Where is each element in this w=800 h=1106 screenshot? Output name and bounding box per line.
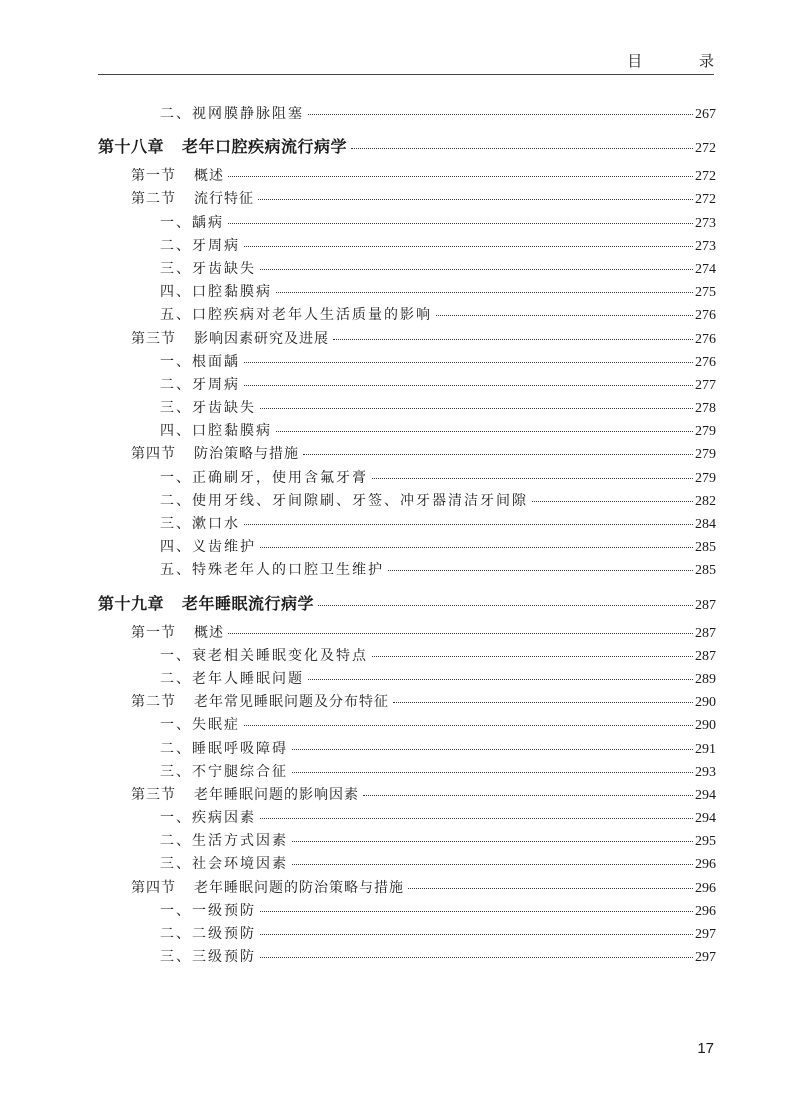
entry-title: 一、根面龋	[160, 353, 240, 370]
entry-title: 二、使用牙线、牙间隙刷、牙签、冲牙器清洁牙间隙	[160, 492, 528, 509]
section-number: 第四节	[131, 446, 176, 463]
entry-title: 一、衰老相关睡眠变化及特点	[160, 647, 368, 664]
entry-title: 三、社会环境因素	[160, 856, 288, 873]
entry-title: 三、三级预防	[160, 949, 256, 966]
dot-leader	[436, 315, 693, 316]
entry-title: 三、不宁腿综合征	[160, 763, 288, 780]
entry-page-number: 296	[695, 903, 716, 919]
entry-page-number: 296	[695, 857, 716, 873]
toc-entry-chapter[interactable]	[98, 591, 716, 615]
entry-title: 防治策略与措施	[194, 446, 299, 463]
toc-entry-sub[interactable]	[98, 807, 716, 830]
toc-entry-section[interactable]	[98, 188, 716, 211]
toc-entry-sub[interactable]	[98, 714, 716, 737]
toc-entry-sub[interactable]	[98, 946, 716, 969]
entry-title: 老年睡眠问题的影响因素	[194, 786, 359, 803]
table-of-contents	[98, 103, 716, 969]
dot-leader	[228, 633, 693, 634]
toc-entry-section[interactable]	[98, 328, 716, 351]
entry-page-number: 275	[695, 285, 716, 301]
toc-entry-sub[interactable]	[98, 645, 716, 668]
entry-page-number: 272	[695, 141, 716, 157]
entry-page-number: 285	[695, 540, 716, 556]
toc-entry-section[interactable]	[98, 165, 716, 188]
entry-title: 流行特征	[194, 191, 254, 208]
dot-leader	[292, 841, 693, 842]
entry-page-number: 278	[695, 401, 716, 417]
dot-leader	[318, 605, 693, 606]
toc-entry-sub[interactable]	[98, 258, 716, 281]
chapter-number: 第十九章	[98, 593, 165, 613]
entry-page-number: 293	[695, 764, 716, 780]
entry-title: 影响因素研究及进展	[194, 330, 329, 347]
entry-title: 概述	[194, 168, 224, 185]
dot-leader	[292, 864, 693, 865]
toc-entry-sub[interactable]	[98, 212, 716, 235]
toc-entry-sub[interactable]	[98, 304, 716, 327]
section-number: 第三节	[131, 786, 176, 803]
toc-entry-sub[interactable]	[98, 467, 716, 490]
entry-page-number: 276	[695, 308, 716, 324]
dot-leader	[333, 339, 693, 340]
entry-title: 二、视网膜静脉阻塞	[160, 106, 304, 122]
toc-entry-sub[interactable]	[98, 420, 716, 443]
section-number: 第二节	[131, 191, 176, 208]
toc-entry-sub[interactable]	[98, 235, 716, 258]
dot-leader	[244, 725, 693, 726]
toc-entry-sub[interactable]	[98, 559, 716, 582]
entry-page-number: 287	[695, 625, 716, 641]
dot-leader	[244, 385, 693, 386]
dot-leader	[228, 223, 693, 224]
entry-page-number: 279	[695, 447, 716, 463]
section-number: 第一节	[131, 168, 176, 185]
page-number: 17	[697, 1040, 714, 1057]
entry-title: 四、义齿维护	[160, 539, 256, 556]
toc-entry-section[interactable]	[98, 691, 716, 714]
entry-page-number: 279	[695, 424, 716, 440]
entry-page-number: 290	[695, 695, 716, 711]
entry-title: 二、睡眠呼吸障碍	[160, 740, 288, 757]
entry-title: 一、龋病	[160, 214, 224, 231]
entry-title: 老年睡眠问题的防治策略与措施	[194, 879, 404, 896]
entry-title: 一、失眠症	[160, 717, 240, 734]
dot-leader	[408, 888, 693, 889]
toc-entry-sub[interactable]	[98, 397, 716, 420]
toc-entry-sub[interactable]	[98, 761, 716, 784]
entry-title: 五、口腔疾病对老年人生活质量的影响	[160, 307, 432, 324]
page-header-title: 目 录	[627, 52, 740, 70]
header-rule	[98, 74, 714, 75]
entry-title: 四、口腔黏膜病	[160, 284, 272, 301]
entry-title: 一、一级预防	[160, 902, 256, 919]
dot-leader	[532, 501, 693, 502]
dot-leader	[372, 478, 693, 479]
entry-title: 四、口腔黏膜病	[160, 423, 272, 440]
dot-leader	[308, 679, 693, 680]
dot-leader	[244, 246, 693, 247]
entry-title: 三、牙齿缺失	[160, 400, 256, 417]
toc-entry-sub[interactable]	[98, 738, 716, 761]
dot-leader	[388, 570, 693, 571]
entry-title: 老年常见睡眠问题及分布特征	[194, 694, 389, 711]
entry-page-number: 272	[695, 169, 716, 185]
dot-leader	[292, 772, 693, 773]
entry-page-number: 295	[695, 834, 716, 850]
dot-leader	[292, 749, 693, 750]
section-number: 第四节	[131, 879, 176, 896]
entry-page-number: 294	[695, 811, 716, 827]
toc-entry-sub[interactable]	[98, 351, 716, 374]
toc-entry-sub[interactable]	[98, 281, 716, 304]
dot-leader	[303, 454, 693, 455]
entry-page-number: 287	[695, 597, 716, 613]
entry-page-number: 297	[695, 927, 716, 942]
entry-page-number: 272	[695, 192, 716, 208]
entry-title: 二、二级预防	[160, 926, 256, 942]
dot-leader	[260, 547, 693, 548]
toc-entry-sub[interactable]	[98, 374, 716, 397]
entry-title: 三、漱口水	[160, 516, 240, 532]
toc-entry-sub[interactable]	[98, 668, 716, 691]
dot-leader	[363, 795, 693, 796]
dot-leader	[260, 818, 693, 819]
toc-entry-section[interactable]	[98, 784, 716, 807]
entry-page-number: 285	[695, 563, 716, 579]
dot-leader	[260, 957, 693, 958]
dot-leader	[276, 431, 693, 432]
entry-title: 一、正确刷牙，使用含氟牙膏	[160, 469, 368, 486]
entry-title: 老年睡眠流行病学	[182, 593, 315, 613]
entry-page-number: 279	[695, 470, 716, 486]
entry-page-number: 289	[695, 671, 716, 687]
entry-page-number: 276	[695, 331, 716, 347]
toc-entry-section[interactable]	[98, 877, 716, 900]
chapter-number: 第十八章	[98, 137, 165, 157]
entry-page-number: 294	[695, 787, 716, 803]
dot-leader	[393, 702, 693, 703]
toc-entry-sub[interactable]	[98, 103, 716, 126]
entry-page-number: 274	[695, 261, 716, 277]
entry-page-number: 276	[695, 354, 716, 370]
section-number: 第三节	[131, 330, 176, 347]
toc-entry-chapter[interactable]	[98, 134, 716, 158]
dot-leader	[276, 292, 693, 293]
dot-leader	[308, 114, 693, 115]
entry-title: 一、疾病因素	[160, 810, 256, 827]
toc-entry-section[interactable]	[98, 443, 716, 466]
dot-leader	[260, 269, 693, 270]
entry-page-number: 290	[695, 718, 716, 734]
dot-leader	[260, 408, 693, 409]
toc-entry-sub[interactable]	[98, 900, 716, 923]
entry-page-number: 287	[695, 648, 716, 664]
toc-entry-sub[interactable]	[98, 853, 716, 876]
dot-leader	[244, 362, 693, 363]
dot-leader	[372, 656, 693, 657]
toc-entry-sub[interactable]	[98, 830, 716, 853]
section-number: 第二节	[131, 694, 176, 711]
entry-page-number: 296	[695, 880, 716, 896]
entry-page-number: 273	[695, 238, 716, 254]
entry-page-number: 277	[695, 377, 716, 393]
entry-title: 二、牙周病	[160, 376, 240, 393]
entry-page-number: 297	[695, 950, 716, 966]
dot-leader	[260, 934, 693, 935]
entry-title: 三、牙齿缺失	[160, 260, 256, 277]
entry-title: 概述	[194, 624, 224, 641]
entry-title: 二、生活方式因素	[160, 833, 288, 850]
entry-page-number: 291	[695, 741, 716, 757]
dot-leader	[260, 911, 693, 912]
section-number: 第一节	[131, 624, 176, 641]
toc-entry-sub[interactable]	[98, 490, 716, 513]
toc-entry-sub[interactable]	[98, 513, 716, 536]
entry-title: 二、牙周病	[160, 237, 240, 254]
entry-page-number: 282	[695, 493, 716, 509]
entry-page-number: 267	[695, 107, 716, 122]
dot-leader	[351, 148, 693, 149]
toc-entry-sub[interactable]	[98, 536, 716, 559]
entry-page-number: 284	[695, 517, 716, 532]
entry-title: 老年口腔疾病流行病学	[182, 137, 348, 157]
dot-leader	[258, 199, 693, 200]
entry-title: 二、老年人睡眠问题	[160, 670, 304, 687]
toc-entry-sub[interactable]	[98, 923, 716, 946]
entry-title: 五、特殊老年人的口腔卫生维护	[160, 562, 384, 579]
dot-leader	[244, 524, 693, 525]
entry-page-number: 273	[695, 215, 716, 231]
toc-entry-section[interactable]	[98, 622, 716, 645]
dot-leader	[228, 176, 693, 177]
